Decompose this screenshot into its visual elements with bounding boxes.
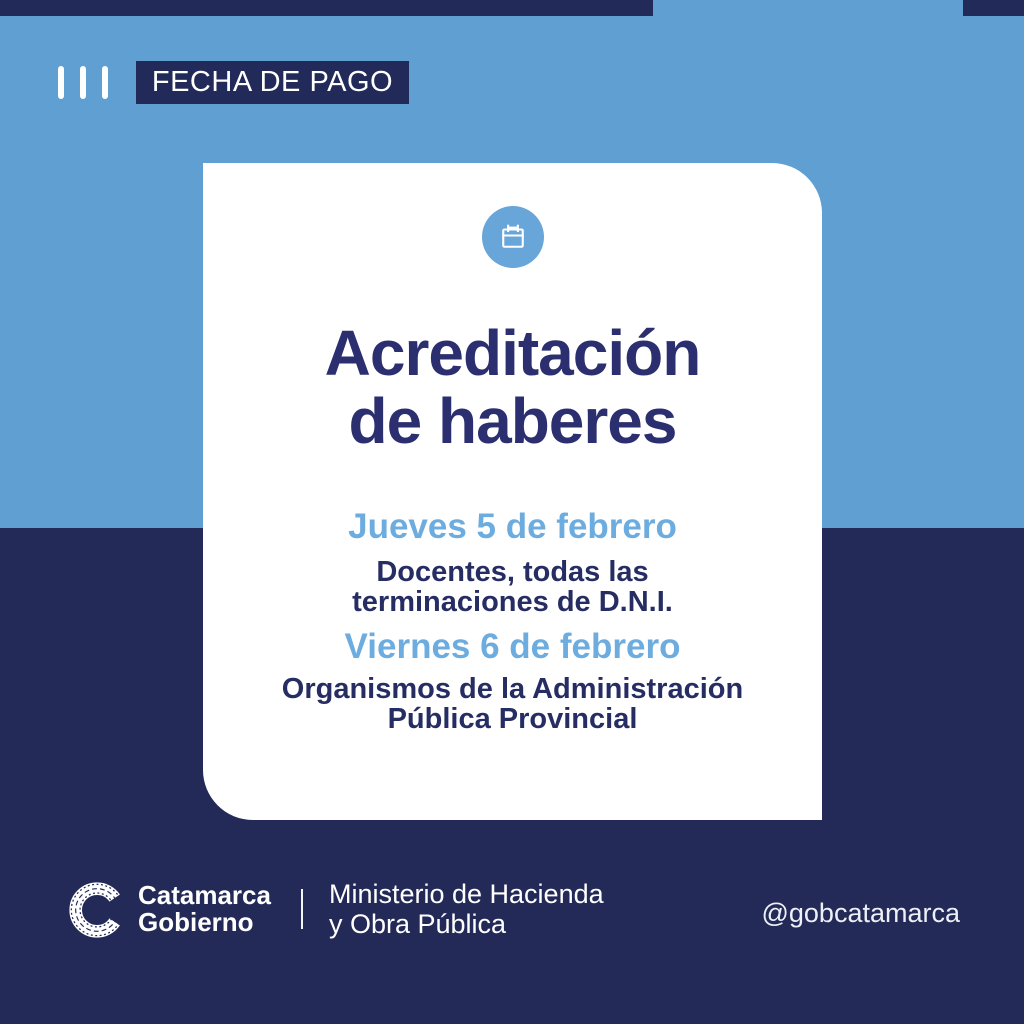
card-title-line1: Acreditación [324, 317, 701, 389]
bar-icon [58, 66, 64, 99]
schedule-detail-2-line1: Organismos de la Administración [281, 673, 744, 705]
top-strip-right [963, 0, 1024, 16]
calendar-icon [495, 219, 531, 255]
schedule-date-1: Jueves 5 de febrero [348, 507, 677, 546]
top-strip-left [0, 0, 653, 16]
ministry-line1: Ministerio de Hacienda [328, 879, 604, 909]
calendar-icon-circle [482, 206, 544, 268]
fecha-de-pago-badge [136, 61, 409, 104]
announcement-card [203, 163, 822, 820]
ministry-name [329, 879, 604, 939]
triple-bars-icon [58, 66, 108, 99]
header-row [58, 60, 409, 104]
catamarca-logo-icon [66, 877, 128, 941]
footer-divider [301, 889, 303, 929]
schedule-detail-1-line2: terminaciones de D.N.I. [352, 586, 673, 618]
bar-icon [102, 66, 108, 99]
bar-icon [80, 66, 86, 99]
social-handle: @gobcatamarca [761, 898, 960, 928]
schedule-detail-1-line1: Docentes, todas las [376, 556, 649, 588]
schedule-date-2: Viernes 6 de febrero [344, 627, 681, 666]
catamarca-gobierno-logo [66, 877, 128, 941]
badge-label: FECHA DE PAGO [151, 65, 394, 98]
schedule-detail-1 [203, 557, 822, 617]
schedule-detail-2-line2: Pública Provincial [387, 703, 638, 735]
org-name-line1: Catamarca [138, 880, 271, 910]
card-title-line2: de haberes [348, 385, 677, 457]
org-name [138, 882, 271, 936]
footer [66, 876, 604, 942]
ministry-line2: y Obra Pública [328, 909, 507, 939]
org-name-line2: Gobierno [138, 907, 254, 937]
schedule-detail-2 [203, 674, 822, 734]
card-title [203, 319, 822, 455]
